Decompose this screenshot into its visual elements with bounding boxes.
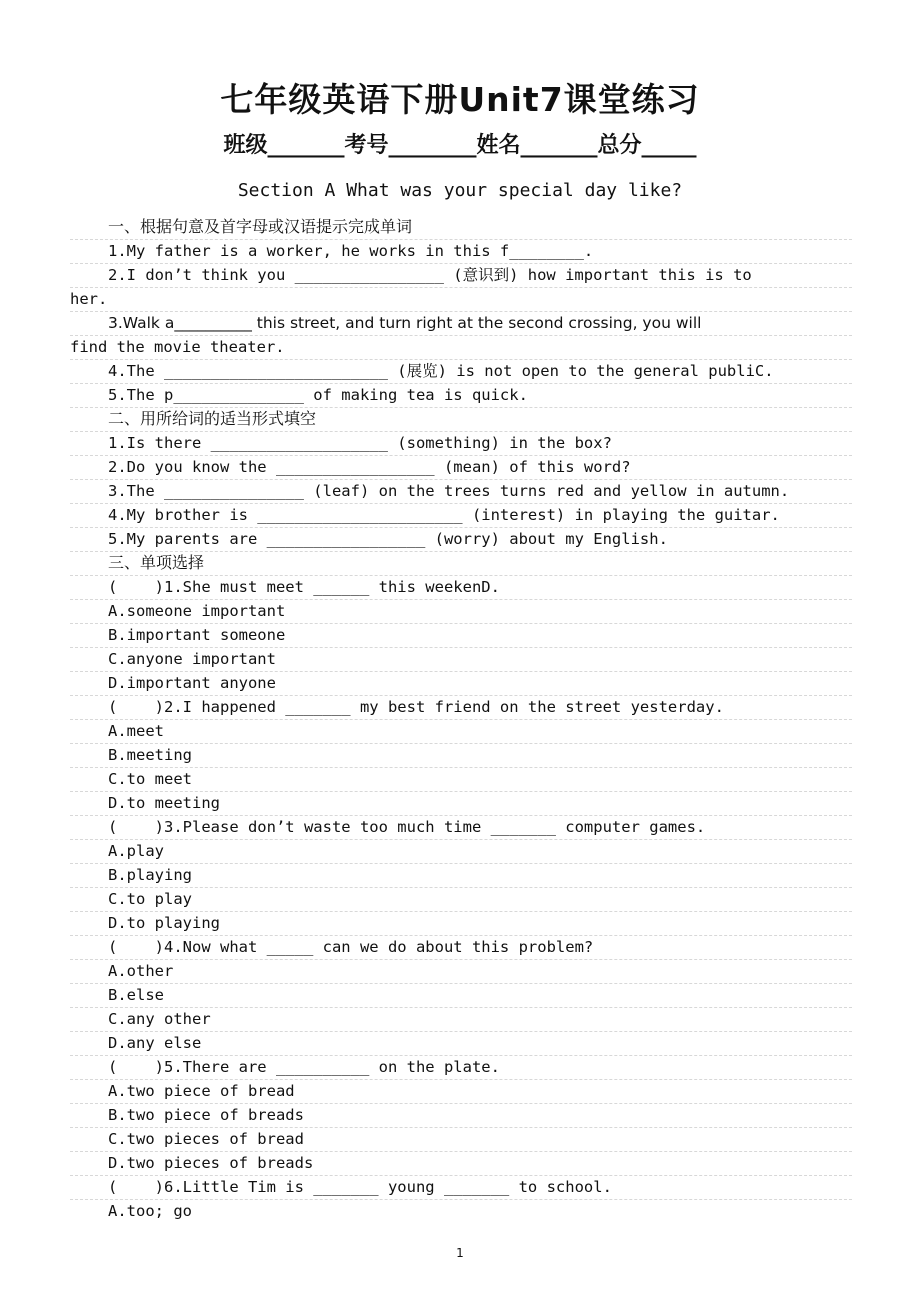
choice-option: D.any else [70, 1031, 852, 1056]
choice-question-4: ( )4.Now what _____ can we do about this problem? [70, 935, 852, 960]
section-subtitle: Section A What was your special day like? [237, 180, 683, 201]
choice-option: B.two piece of breads [70, 1103, 852, 1128]
choice-option: C.to play [70, 887, 852, 912]
choice-question-6: ( )6.Little Tim is _______ young _______ to school. [70, 1175, 852, 1200]
choice-option: B.playing [70, 863, 852, 888]
choice-option: A.too; go [108, 1202, 192, 1220]
choice-option: B.important someone [70, 623, 852, 648]
choice-option: C.any other [70, 1007, 852, 1032]
form-item-2: 2.Do you know the _________________ (mean) of this word? [70, 455, 852, 480]
choice-option: D.to meeting [70, 791, 852, 816]
choice-option: C.to meet [70, 767, 852, 792]
form-item-3: 3.The _______________ (leaf) on the trees turns red and yellow in autumn. [70, 479, 852, 504]
section-heading-1: 一、根据句意及首字母或汉语提示完成单词 [70, 215, 852, 240]
choice-option: A.meet [70, 719, 852, 744]
choice-question-1: ( )1.She must meet ______ this weekenD. [70, 575, 852, 600]
page-number: 1 [456, 1246, 464, 1260]
fill-item-1: 1.My father is a worker, he works in this f________. [70, 239, 852, 264]
choice-option: C.two pieces of bread [70, 1127, 852, 1152]
fill-item-2-cont: her. [70, 287, 852, 312]
form-item-5: 5.My parents are _________________ (worry) about my English. [70, 527, 852, 552]
choice-option: B.else [70, 983, 852, 1008]
choice-option: D.important anyone [70, 671, 852, 696]
choice-option: D.to playing [70, 911, 852, 936]
choice-option: A.other [70, 959, 852, 984]
choice-option: A.two piece of bread [70, 1079, 852, 1104]
choice-question-3: ( )3.Please don’t waste too much time _______ computer games. [70, 815, 852, 840]
worksheet-title: 七年级英语下册Unit7课堂练习 [220, 80, 700, 119]
fill-item-2: 2.I don’t think you ________________ (意识到) how important this is to [70, 263, 852, 288]
fill-item-5: 5.The p______________ of making tea is quick. [70, 383, 852, 408]
form-item-4: 4.My brother is ______________________ (interest) in playing the guitar. [70, 503, 852, 528]
form-item-1: 1.Is there ___________________ (something) in the box? [70, 431, 852, 456]
choice-option: B.meeting [70, 743, 852, 768]
section-heading-2: 二、用所给词的适当形式填空 [70, 407, 852, 432]
section-heading-3: 三、单项选择 [70, 551, 852, 576]
choice-option: A.play [70, 839, 852, 864]
choice-option: D.two pieces of breads [70, 1151, 852, 1176]
choice-option: C.anyone important [70, 647, 852, 672]
fill-item-4: 4.The ________________________ (展览) is not open to the general publiC. [70, 359, 852, 384]
choice-option: A.someone important [70, 599, 852, 624]
fill-item-3-cont: find the movie theater. [70, 335, 852, 360]
fill-item-3: 3.Walk a__________ this street, and turn right at the second crossing, you will [70, 311, 852, 336]
student-info-line: 班级_______考号________姓名_______总分_____ [223, 133, 697, 158]
choice-question-2: ( )2.I happened _______ my best friend on the street yesterday. [70, 695, 852, 720]
choice-question-5: ( )5.There are __________ on the plate. [70, 1055, 852, 1080]
